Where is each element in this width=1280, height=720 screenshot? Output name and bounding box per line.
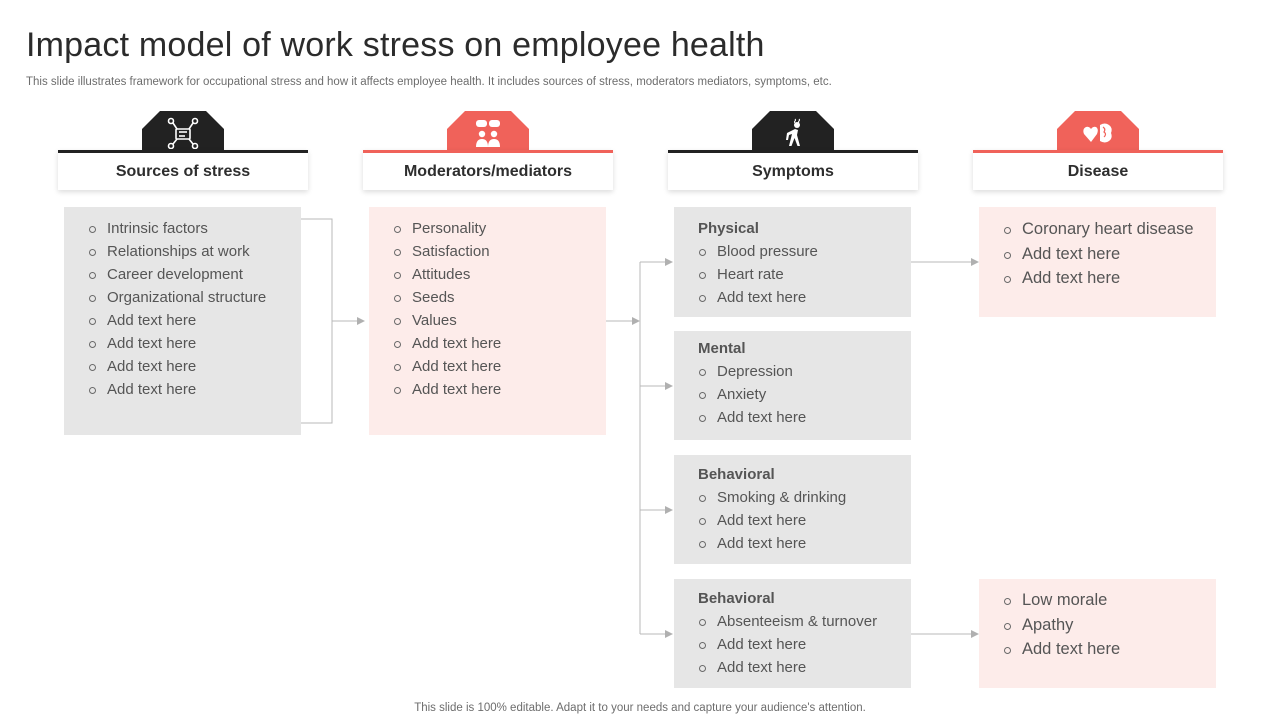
list-item: Coronary heart disease	[979, 217, 1216, 242]
list-item: Low morale	[979, 588, 1216, 613]
list-item: Attitudes	[369, 263, 606, 286]
list-item: Add text here	[369, 332, 606, 355]
list-item: Intrinsic factors	[64, 217, 301, 240]
list-item: Add text here	[64, 309, 301, 332]
sources-box	[64, 207, 301, 435]
column-header-symptoms: Symptoms	[668, 150, 918, 190]
list-item: Relationships at work	[64, 240, 301, 263]
page-title: Impact model of work stress on employee health	[26, 26, 765, 64]
symptom-category: Mental	[698, 340, 746, 357]
list-item: Seeds	[369, 286, 606, 309]
symptom-box-mental	[674, 331, 911, 440]
list-item: Add text here	[674, 633, 911, 656]
list-item: Add text here	[64, 355, 301, 378]
list-item: Personality	[369, 217, 606, 240]
list-item: Smoking & drinking	[674, 486, 911, 509]
list-item: Add text here	[674, 656, 911, 679]
disease-box-2	[979, 579, 1216, 688]
list-item: Anxiety	[674, 383, 911, 406]
symptom-category: Physical	[698, 220, 759, 237]
symptom-box-behavioral	[674, 455, 911, 564]
list-item: Values	[369, 309, 606, 332]
footer-note: This slide is 100% editable. Adapt it to your needs and capture your audience's attention.	[414, 702, 866, 714]
symptom-category: Behavioral	[698, 590, 775, 607]
column-header-moderators: Moderators/mediators	[363, 150, 613, 190]
list-item: Apathy	[979, 613, 1216, 638]
list-item: Add text here	[64, 332, 301, 355]
column-header-disease: Disease	[973, 150, 1223, 190]
list-item: Add text here	[674, 509, 911, 532]
page-subtitle: This slide illustrates framework for occupational stress and how it affects employee health. It includes sources of stress, moderators mediators, symptoms, etc.	[26, 76, 832, 88]
list-item: Add text here	[979, 266, 1216, 291]
list-item: Add text here	[369, 378, 606, 401]
column-header-sources: Sources of stress	[58, 150, 308, 190]
list-item: Add text here	[64, 378, 301, 401]
list-item: Add text here	[979, 637, 1216, 662]
list-item: Depression	[674, 360, 911, 383]
list-item: Add text here	[674, 532, 911, 555]
list-item: Organizational structure	[64, 286, 301, 309]
list-item: Add text here	[674, 286, 911, 309]
list-item: Add text here	[979, 242, 1216, 267]
list-item: Absenteeism & turnover	[674, 610, 911, 633]
list-item: Heart rate	[674, 263, 911, 286]
list-item: Add text here	[674, 406, 911, 429]
symptom-box-physical	[674, 207, 911, 317]
disease-box-1	[979, 207, 1216, 317]
symptom-box-behavioral-2	[674, 579, 911, 688]
list-item: Add text here	[369, 355, 606, 378]
list-item: Satisfaction	[369, 240, 606, 263]
list-item: Career development	[64, 263, 301, 286]
symptom-category: Behavioral	[698, 466, 775, 483]
moderators-box	[369, 207, 606, 435]
list-item: Blood pressure	[674, 240, 911, 263]
